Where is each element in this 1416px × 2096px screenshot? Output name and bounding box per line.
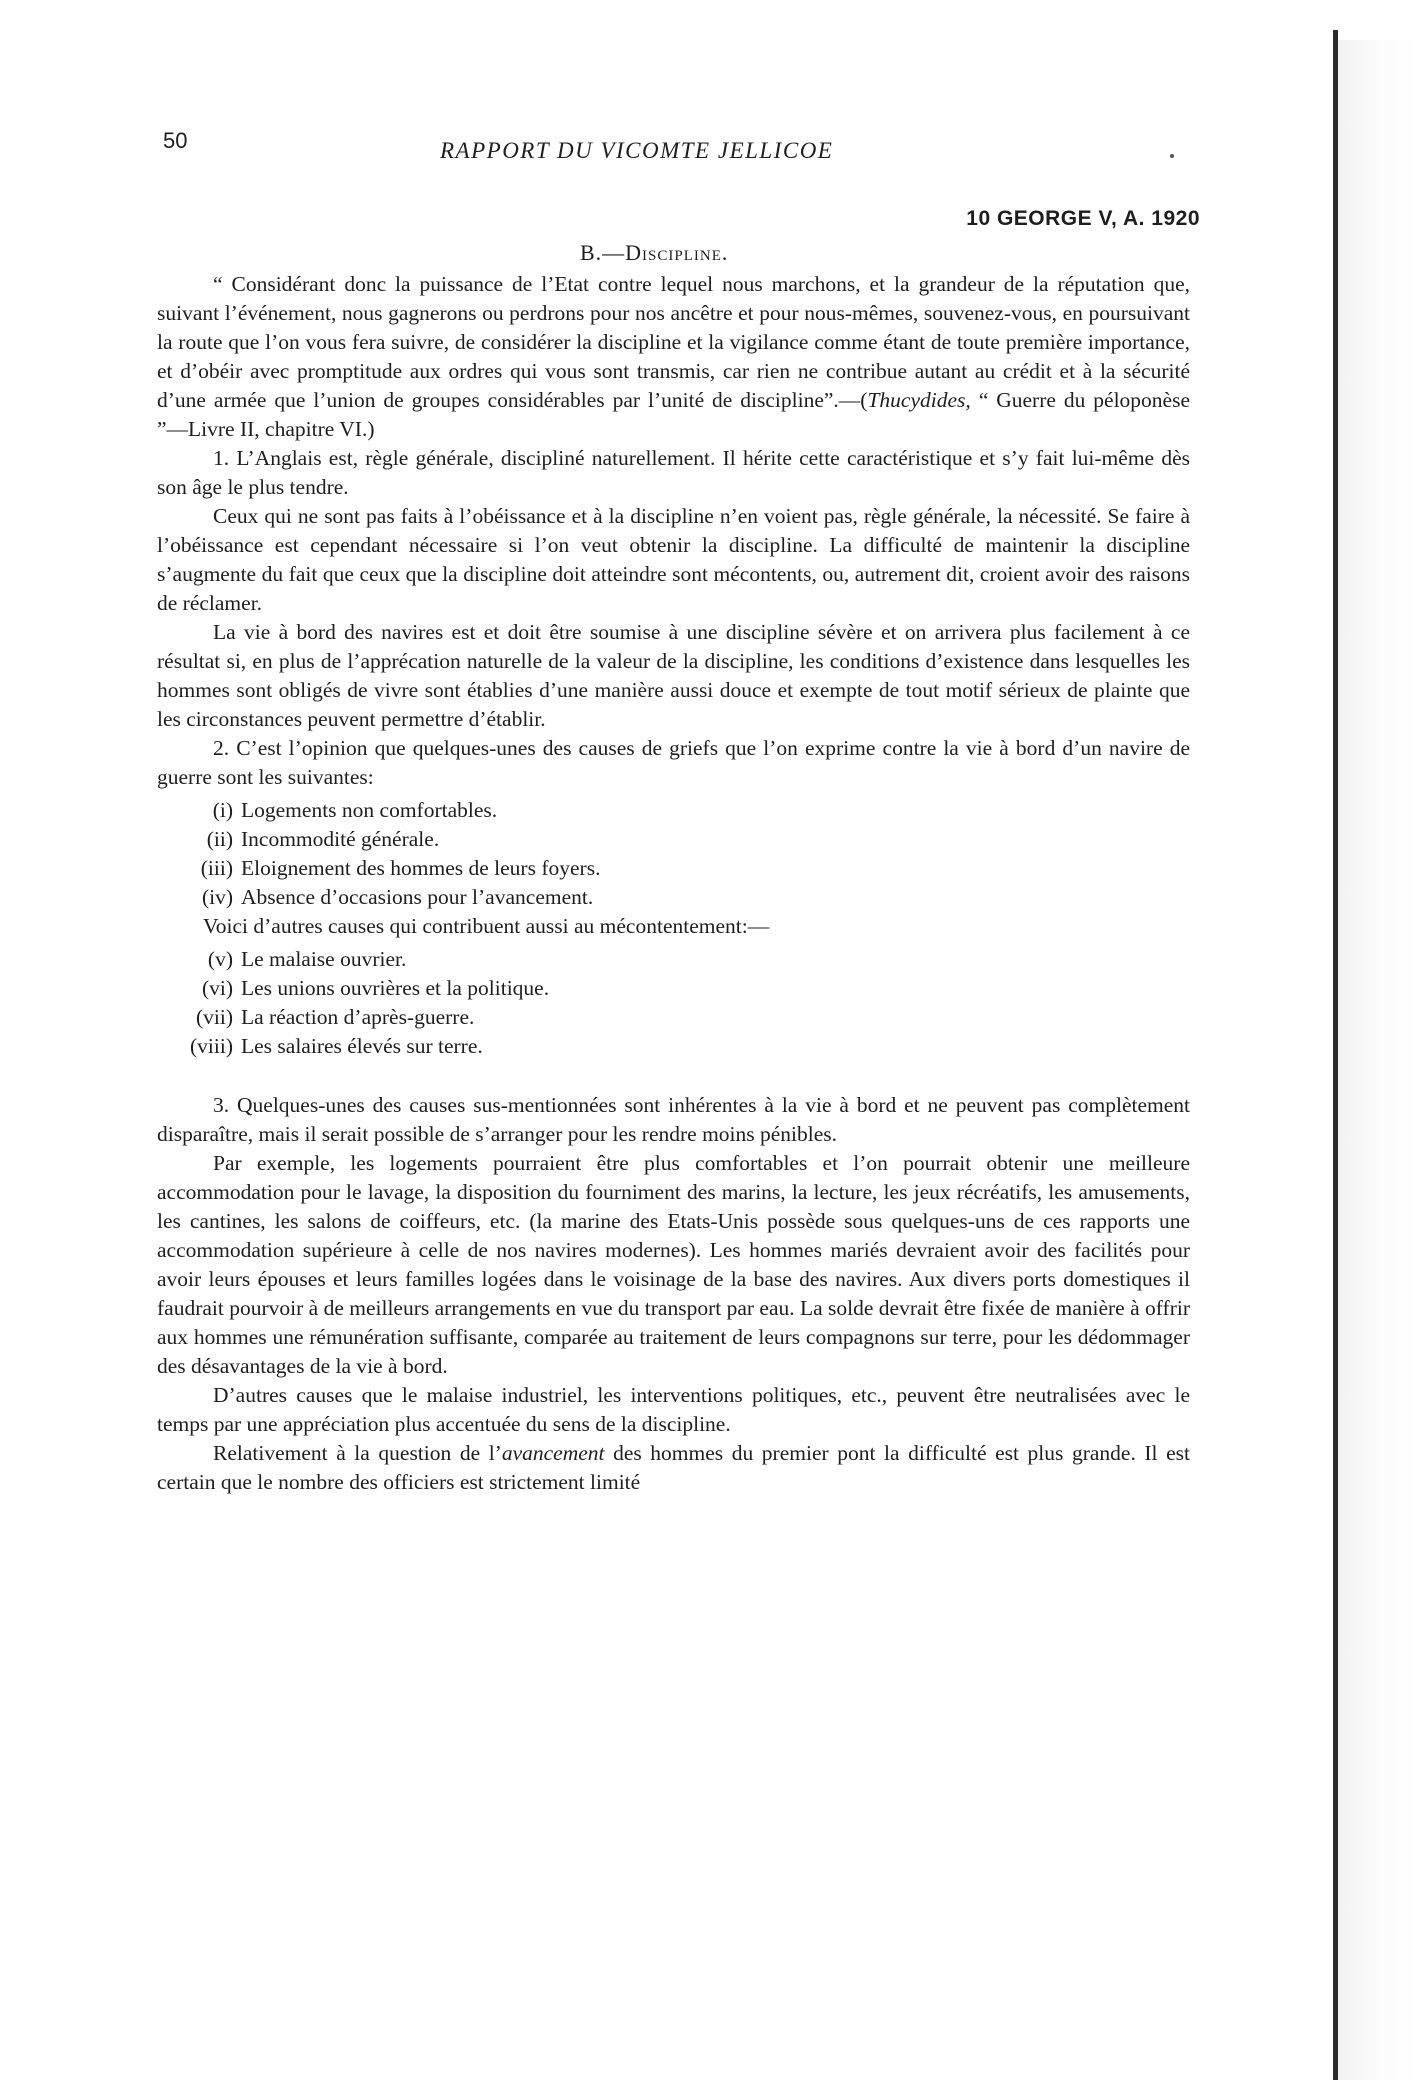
list-text: Absence d’occasions pour l’avancement. [241, 885, 594, 909]
paragraph-8 [157, 1439, 1190, 1497]
list-item [157, 796, 1190, 825]
list-number: (iii) [200, 856, 233, 880]
list-number: (v) [207, 947, 233, 971]
grievance-list-b [157, 945, 1190, 1061]
list-text: Les unions ouvrières et la politique. [241, 976, 550, 1000]
list-text: Logements non comfortables. [241, 798, 498, 822]
paragraph-8-start: Relativement à la question de l’ [213, 1441, 502, 1465]
quote-paragraph [157, 270, 1190, 444]
list-text: Eloignement des hommes de leurs foyers. [241, 856, 601, 880]
paragraph-4: 2. C’est l’opinion que quelques-unes des causes de griefs que l’on exprime contre la vie à bord d’un navire de guerre sont les suivantes: [157, 736, 1190, 789]
list-text: Incommodité générale. [241, 827, 440, 851]
list-number: (vii) [195, 1005, 233, 1029]
paragraph-8-emphasis: avancement [501, 1441, 605, 1465]
list-text: Le malaise ouvrier. [241, 947, 407, 971]
section-heading: B.—Discipline. [580, 240, 729, 265]
session-line: 10 GEORGE V, A. 1920 [966, 207, 1200, 230]
list-number: (ii) [206, 827, 233, 851]
quote-source: Thucydides, [867, 388, 971, 412]
paragraph-1: 1. L’Anglais est, règle générale, discipliné naturellement. Il hérite cette caractéristique et s’y fait lui-même dès son âge le plus tendre. [157, 446, 1190, 499]
list-item [157, 825, 1190, 854]
list-number: (vi) [201, 976, 233, 1000]
list-number: (i) [212, 798, 233, 822]
list-text: La réaction d’après-guerre. [241, 1005, 475, 1029]
list-item [157, 945, 1190, 974]
list-text: Les salaires élevés sur terre. [241, 1034, 483, 1058]
list-item [157, 1032, 1190, 1061]
list-item [157, 854, 1190, 883]
paragraph-7: D’autres causes que le malaise industriel, les interventions politiques, etc., peuvent être neutralisées avec le temps par une appréciation plus accentuée du sens de la discipline. [157, 1383, 1190, 1436]
paragraph-8-end: des hommes du premier pont la difficulté est plus grande. Il est certain que le nombre des officiers est strictement limité [157, 1441, 1190, 1494]
list-lead: Voici d’autres causes qui contribuent aussi au mécontentement:— [203, 914, 770, 938]
body-text [157, 270, 1190, 1497]
list-item [157, 883, 1190, 912]
paragraph-2: Ceux qui ne sont pas faits à l’obéissance et à la discipline n’en voient pas, règle générale, la nécessité. Se faire à l’obéissance est cependant nécessaire si l’on veut obtenir la discipline. La difficulté de maintenir la discipline s’augmente du fait que ceux que la discipline doit atteindre sont mécontents, ou, autrement dit, croient avoir des raisons de réclamer. [157, 504, 1190, 615]
page-number: 50 [163, 128, 188, 153]
speck [1170, 154, 1174, 158]
list-item [157, 1003, 1190, 1032]
paragraph-5: 3. Quelques-unes des causes sus-mentionnées sont inhérentes à la vie à bord et ne peuvent pas complètement disparaître, mais il serait possible de s’arranger pour les rendre moins pénibles. [157, 1093, 1190, 1146]
quote-text-end: “ Guerre du péloponèse ”—Livre II, chapitre VI.) [157, 388, 1190, 441]
paragraph-3: La vie à bord des navires est et doit être soumise à une discipline sévère et on arrivera plus facilement à ce résultat si, en plus de l’apprécation naturelle de la valeur de la discipline, les conditions d’existence dans lesquelles les hommes sont obligés de vivre sont établies d’une manière aussi douce et exempte de tout motif sérieux de plainte que les circonstances peuvent permettre d’établir. [157, 620, 1190, 731]
page-edge-shadow [1338, 40, 1416, 2080]
quote-text: “ Considérant donc la puissance de l’Etat contre lequel nous marchons, et la grandeur de la réputation que, suivant l’événement, nous gagnerons ou perdrons pour nos ancêtre et pour nous-mêmes, souvenez-vous, en poursuivant la route que l’on vous fera suivre, de considérer la discipline et la vigilance comme étant de toute première importance, et d’obéir avec promptitude aux ordres qui vous sont transmis, car rien ne contribue autant au crédit et à la sécurité d’une armée que l’union de groupes considérables par l’unité de discipline”.—( [157, 272, 1190, 412]
list-number: (viii) [190, 1034, 233, 1058]
grievance-list-a [157, 796, 1190, 912]
running-head: RAPPORT DU VICOMTE JELLICOE [440, 138, 834, 163]
paragraph-6: Par exemple, les logements pourraient être plus comfortables et l’on pourrait obtenir une meilleure accommodation pour le lavage, la disposition du fourniment des marins, la lecture, les jeux récréatifs, les amusements, les cantines, les salons de coiffeurs, etc. (la marine des Etats-Unis possède sous quelques-uns de ces rapports une accommodation supérieure à celle de nos navires modernes). Les hommes mariés devraient avoir des facilités pour avoir leurs épouses et leurs familles logées dans le voisinage de la base des navires. Aux divers ports domestiques il faudrait pourvoir à de meilleurs arrangements en vue du transport par eau. La solde devrait être fixée de manière à offrir aux hommes une rémunération suffisante, comparée au traitement de leurs compagnons sur terre, pour les dédommager des désavantages de la vie à bord. [157, 1151, 1190, 1378]
list-number: (iv) [201, 885, 233, 909]
list-item [157, 974, 1190, 1003]
